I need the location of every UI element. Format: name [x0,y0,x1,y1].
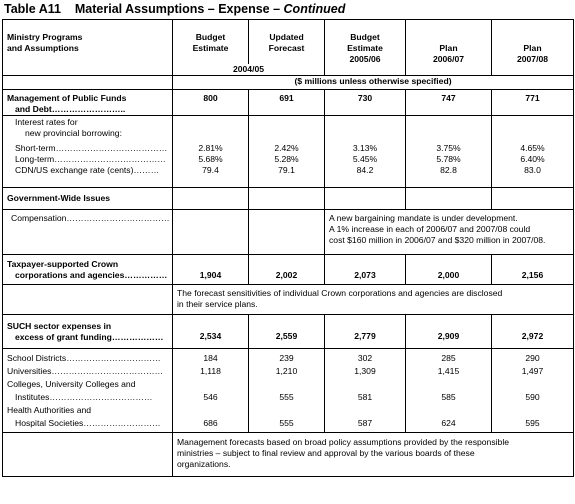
blank-cell [3,285,173,315]
col4-line2: Plan [439,43,458,53]
blank-cell [249,210,325,255]
school-districts-value: 302 [357,353,373,363]
header-row [3,20,574,64]
such-detail-row [3,349,574,433]
universities-value: 1,309 [354,366,376,376]
short-term-value: 2.81% [198,143,223,153]
long-term-value: 5.68% [198,154,223,164]
blank-cell [325,188,406,210]
health-label-line1: Health Authorities and [7,405,92,415]
such-note-line1: Management forecasts based on broad policy assumptions provided by the responsible [177,437,510,447]
assumptions-table [2,19,574,477]
such-label [3,315,173,349]
such-detail-col-2 [325,349,406,433]
table-number: Table A11 [4,2,61,16]
universities-value: 1,415 [437,366,460,376]
compensation-label: Compensation……………………………… [3,210,173,255]
such-label-line2: excess of grant funding……………… [15,332,164,342]
public-funds-line1: Management of Public Funds [7,93,127,103]
interest-col-0 [173,116,249,188]
such-detail-labels [3,349,173,433]
long-term-value: 6.40% [520,154,545,164]
units-row [3,76,574,90]
col-header-plan-0708 [492,20,574,76]
such-detail-col-0 [173,349,249,433]
public-funds-value: 771 [492,90,574,116]
such-note-row [3,433,574,477]
units-blank [3,76,173,90]
such-value: 2,779 [325,315,406,349]
compensation-note [325,210,574,255]
universities-value: 1,497 [521,366,544,376]
colleges-value: 590 [525,392,540,402]
year-2004-05: 2004/05 [173,64,325,76]
public-funds-value: 800 [173,90,249,116]
crown-note-line1: The forecast sensitivities of individual Crown corporations and agencies are disclosed [177,288,503,298]
school-districts-value: 184 [203,353,218,363]
col2-line2: Forecast [268,43,305,53]
health-value: 555 [279,418,294,428]
compensation-row [3,210,574,255]
col1-line2: Estimate [192,43,229,53]
such-detail-col-1 [249,349,325,433]
public-funds-value: 730 [325,90,406,116]
exchange-rate-value: 82.8 [440,165,457,175]
blank-cell [492,188,574,210]
table-title-main: Material Assumptions – Expense – [74,2,284,16]
crown-note [173,285,574,315]
government-wide-heading: Government-Wide Issues [3,188,173,210]
short-term-value: 2.42% [274,143,299,153]
colleges-value: 546 [203,392,218,402]
universities-value: 1,118 [200,366,221,376]
compensation-note-line2: A 1% increase in each of 2006/07 and 2007/08 could [329,224,531,234]
crown-value: 2,000 [406,255,492,285]
col-header-budget-estimate-0405 [173,20,249,64]
compensation-note-line1: A new bargaining mandate is under development. [329,213,518,223]
public-funds-label [3,90,173,116]
exchange-rate-label: CDN/US exchange rate (cents)……… [15,165,160,175]
table-title [4,2,345,16]
row-header-cell [3,20,173,76]
such-value: 2,972 [492,315,574,349]
school-districts-value: 290 [525,353,540,363]
health-value: 595 [525,418,540,428]
colleges-value: 581 [357,392,373,402]
government-wide-heading-row [3,188,574,210]
blank-cell [173,210,249,255]
public-funds-value: 691 [249,90,325,116]
health-label-line2: Hospital Societies……………………… [15,418,161,428]
crown-row [3,255,574,285]
health-value: 686 [203,418,218,428]
crown-value: 2,073 [325,255,406,285]
universities-label: Universities………………………………… [7,366,164,376]
exchange-rate-value: 84.2 [356,165,374,175]
interest-col-2 [325,116,406,188]
such-note-line2: ministries – subject to final review and approval by the various boards of these [177,448,475,458]
interest-intro-line2: new provincial borrowing: [25,128,122,138]
row-header-line2: and Assumptions [7,43,79,53]
units-note: ($ millions unless otherwise specified) [173,76,574,90]
colleges-label-line2: Institutes……………………………… [15,392,153,402]
colleges-value: 585 [441,392,456,402]
crown-label [3,255,173,285]
such-detail-col-4 [492,349,574,433]
exchange-rate-value: 79.1 [278,165,295,175]
such-note [173,433,574,477]
crown-value: 1,904 [173,255,249,285]
short-term-value: 3.75% [436,143,461,153]
health-value: 587 [357,418,373,428]
table-title-suffix: Continued [283,2,346,16]
public-funds-row [3,90,574,116]
public-funds-value: 747 [406,90,492,116]
such-note-line3: organizations. [177,459,231,469]
such-label-line1: SUCH sector expenses in [7,321,112,331]
blank-cell [3,433,173,477]
crown-value: 2,002 [249,255,325,285]
col4-line1 [410,32,487,43]
col3-line2: Estimate [347,43,383,53]
school-districts-value: 285 [441,353,456,363]
short-term-label: Short-term………………………………… [15,143,168,153]
col4-year: 2006/07 [432,54,465,64]
blank-cell [249,188,325,210]
such-value: 2,534 [173,315,249,349]
exchange-rate-value: 83.0 [524,165,541,175]
crown-note-row [3,285,574,315]
school-districts-value: 239 [279,353,294,363]
col3-year: 2005/06 [349,54,381,64]
health-value: 624 [441,418,456,428]
col3-line1: Budget [350,32,380,42]
col5-year: 2007/08 [516,54,549,64]
col-header-plan-0607 [406,20,492,76]
long-term-value: 5.28% [274,154,299,164]
colleges-label-line1: Colleges, University Colleges and [7,379,136,389]
row-header-line1: Ministry Programs [7,32,83,42]
long-term-value: 5.78% [436,154,461,164]
col-header-budget-estimate-0506 [325,20,406,76]
interest-intro-line1: Interest rates for [15,117,78,127]
compensation-note-line3: cost $160 million in 2006/07 and $320 million in 2007/08. [329,235,546,245]
short-term-value: 3.13% [352,143,378,153]
school-districts-label: School Districts…………………………… [7,353,161,363]
col2-line1: Updated [269,32,304,42]
blank-cell [406,188,492,210]
interest-col-3 [406,116,492,188]
interest-row [3,116,574,188]
col5-line1 [496,32,569,43]
blank-cell [173,188,249,210]
such-detail-col-3 [406,349,492,433]
long-term-label: Long-term………………………………… [15,154,166,164]
col5-line2: Plan [523,43,542,53]
long-term-value: 5.45% [352,154,378,164]
interest-col-4 [492,116,574,188]
such-value: 2,909 [406,315,492,349]
interest-label [3,116,173,188]
col1-line1: Budget [195,32,226,42]
such-row [3,315,574,349]
universities-value: 1,210 [275,366,298,376]
crown-label-line2: corporations and agencies…………… [15,270,168,280]
public-funds-line2: and Debt…………………….. [15,104,126,114]
interest-col-1 [249,116,325,188]
crown-note-line2: in their service plans. [177,299,258,309]
exchange-rate-value: 79.4 [202,165,219,175]
short-term-value: 4.65% [520,143,545,153]
such-value: 2,559 [249,315,325,349]
col-header-updated-forecast [249,20,325,64]
crown-value: 2,156 [492,255,574,285]
crown-label-line1: Taxpayer-supported Crown [7,259,119,269]
colleges-value: 555 [279,392,294,402]
